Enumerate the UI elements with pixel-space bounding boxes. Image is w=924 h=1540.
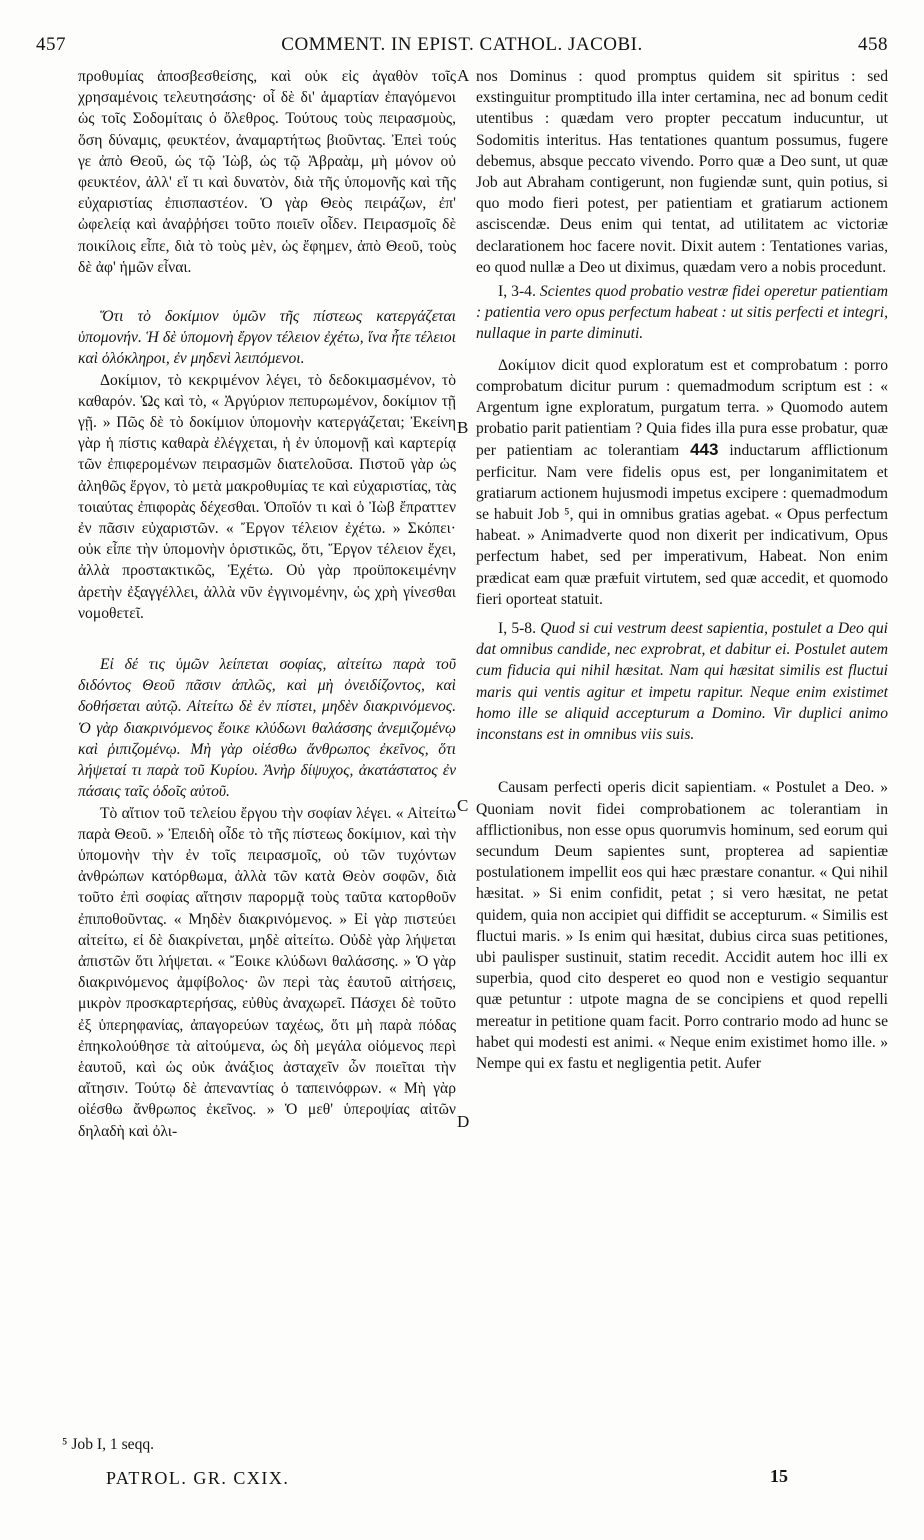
greek-lemma-1: Ὅτι τὸ δοκίμιον ὑμῶν τῆς πίστεως κατεργάζεται ὑπομονήν. Ἡ δὲ ὑπομονὴ ἔργον τέλειον ἐχέτω, ἵνα ἦτε τέλειοι καὶ ὁλόκληροι, ἐν μηδενὶ λειπόμενοι. xyxy=(78,308,456,368)
footer-volume: PATROL. GR. CXIX. xyxy=(106,1468,290,1488)
footer-signature: 15 xyxy=(770,1466,788,1486)
greek-lemma-2: Εἰ δέ τις ὑμῶν λείπεται σοφίας, αἰτείτω παρὰ τοῦ διδόντος Θεοῦ πᾶσιν ἁπλῶς, καὶ μὴ ὀνειδίζοντος, καὶ δοθήσεται αὐτῷ. Αἰτείτω δὲ ἐν πίστει, μηδὲν διακρινόμενος. Ὁ γὰρ διακρινόμενος ἔοικε κλύδωνι θαλάσσης ἀνεμιζομένῳ καὶ ῥιπιζομένῳ. Μὴ γὰρ οἰέσθω ἄνθρωπος ἐκεῖνος, ὅτι λήψεταί τι παρὰ τοῦ Κυρίου. Ἀνὴρ δίψυχος, ἀκατάστατος ἐν πάσαις ταῖς ὁδοῖς αὐτοῦ. xyxy=(78,656,456,801)
section-marker-c: C xyxy=(457,796,469,815)
running-header xyxy=(36,34,888,60)
verse-reference-1: I, 3-4. xyxy=(498,283,536,301)
greek-column xyxy=(78,66,456,1142)
greek-paragraph-2: Δοκίμιον, τὸ κεκριμένον λέγει, τὸ δεδοκιμασμένον, τὸ καθαρόν. Ὡς καὶ τὸ, « Ἀργύριον πεπυρωμένον, δοκίμιον τῇ γῇ. » Πῶς δὲ τὸ δοκίμιον ὑπομονὴν κατεργάζεται; Ἐκείνη γὰρ ἡ πίστις καθαρὰ ἐλέγχεται, ἡ ἐν ὑπομονῇ καὶ καρτερίᾳ τῶν ἐπιφερομένων πειρασμῶν διατελοῦσα. Πιστοῦ γὰρ ὡς ἀληθῶς ἔργον, τὸ μετὰ μακροθυμίας τε καὶ εὐχαριστίας, τὰς τοιαύτας ἐπιφορὰς δέχεσθαι. Ὁποῖόν τι καὶ ὁ Ἰὼβ ἔπραττεν ἐν πᾶσιν εὐχαριστῶν. « Ἔργον τέλειον ἐχέτω. » Σκόπει· οὐκ εἶπε τὴν ὑπομονὴν ὁριστικῶς, ὅτι, Ἔργον τέλειον ἔχει, ἀλλὰ προστακτικῶς, Ἐχέτω. Οὐ γὰρ προϋποκειμένην ἀρετὴν ἐξαγγέλλει, ἀλλὰ νῦν ἐγγινομένην, ὡς χρὴ γίνεσθαι νομοθετεῖ. xyxy=(78,371,456,622)
latin-lemma-1-text: Scientes quod probatio vestræ fidei operetur patientiam : patientia vero opus perfectum habeat : ut sitis perfecti et integri, nullaque in parte diminuti. xyxy=(476,283,888,343)
latin-paragraph-1: nos Dominus : quod promptus quidem sit spiritus : sed exstinguitur promptitudo illa inter certamina, nec ad bonum cedit utentibus : quædam vero propter peccatum inducuntur, ut Sodomitis interitus. Has tentationes quantum possumus, fugere debemus, absque peccato vivendo. Porro quæ a Deo sunt, ut quæ Job aut Abraham contigerunt, non fugiendæ sunt, quin potius, si quo modo fieri potest, per patientiam et gratiarum actionem asciscendæ. Deus enim qui tentat, ad utilitatem ac victoriæ declarationem hoc facere novit. Dixit autem : Tentationes varias, eo quod nullæ a Deo ut diximus, quædam vero a nobis procedunt. xyxy=(476,68,888,276)
verse-reference-2: I, 5-8. xyxy=(498,620,537,638)
latin-lemma-2 xyxy=(476,618,888,745)
latin-lemma-2-text: Quod si cui vestrum deest sapientia, postulet a Deo qui dat omnibus candide, nec exprobrat, et dabitur ei. Postulet autem cum fiducia qui nihil hæsitat. Nam qui hæsitat similis est fluctui maris qui ventis agitur et impetu rapitur. Neque enim existimet homo ille se aliquid accepturum a Domino. Vir duplici animo inconstans est in omnibus viis suis. xyxy=(476,620,888,744)
latin-paragraph-2 xyxy=(476,355,888,610)
latin-paragraph-2a: Δοκίμιον dicit quod exploratum est et comprobatum : porro comprobatum dicitur purum : quemadmodum scriptum est : « Argentum igne exploratum, purgatum terra. » Quomodo autem probatio parit patientiam ? Quia fides illa pura esse probatur, quæ per patientiam ac tolerantiam xyxy=(476,356,888,460)
running-title: COMMENT. IN EPIST. CATHOL. JACOBI. xyxy=(281,34,643,55)
greek-paragraph-1: προθυμίας ἀποσβεσθείσης, καὶ οὐκ εἰς ἀγαθὸν τοῖς χρησαμένοις τελευτησάσης· οἷ δὲ δι' ἁμαρτίαν ἐπαγόμενοι ὡς τοῖς Σοδομίταις ὁ ὄλεθρος. Τούτους τοὺς πειρασμοὺς, ὅση δύναμις, φευκτέον, ἀναμαρτήτως βιοῦντας. Ἐπεὶ τούς γε ἀπὸ Θεοῦ, ὡς τῷ Ἰὼβ, ὡς τῷ Ἀβραὰμ, μὴ μόνον οὐ φευκτέον, ἀλλ' εἴ τι καὶ δυνατὸν, διὰ τῆς ὑπομονῆς καὶ τῆς εὐχαριστίας ἐπισπαστέον. Ὁ γὰρ Θεὸς πειράζων, ἐπ' ὠφελείᾳ καὶ ἀναῤῥήσει τοῦτο ποιεῖν οἶδεν. Πειρασμοῖς δὲ ποικίλοις εἶπε, διὰ τὸ τοὺς μὲν, ὡς ἔφημεν, ἀπὸ Θεοῦ, τοὺς δὲ ἀφ' ἡμῶν εἶναι. xyxy=(78,68,456,276)
latin-column xyxy=(476,66,888,1074)
section-marker-a: A xyxy=(457,66,470,85)
latin-lemma-1 xyxy=(476,281,888,345)
page-number-left: 457 xyxy=(36,34,66,55)
section-marker-d: D xyxy=(457,1112,470,1131)
footnote: ⁵ Job I, 1 seqq. xyxy=(62,1436,155,1453)
section-marker-b: B xyxy=(457,418,469,437)
latin-paragraph-2b: inductarum afflictionum perficitur. Nam vere fidelis opus est, per longanimitatem et gratiarum actionem hujusmodi impetus excipere : quemadmodum se habuit Job ⁵, qui in omnibus gratias agebat. « Opus perfectum habeat. » Animadverte quod non dixerit per indicativum, Opus perfectum habet, sed per imperativum, Habeat. Non enim prædicat eam quæ præfuit virtutem, sed quæ accedit, et quomodo fieri oporteat statuit. xyxy=(476,442,888,608)
column-number: 443 xyxy=(690,440,719,460)
latin-paragraph-3: Causam perfecti operis dicit sapientiam. « Postulet a Deo. » Quoniam novit fidei comprobationem ac tolerantiam in afflictionibus, non esse opus quorumvis hominum, sed eorum qui secundum Deum sapientes sunt, propterea ad sapientiæ postulationem impellit eos qui hæc præstare conantur. « Qui nihil hæsitat. » Si enim confidit, petat ; si vero hæsitat, ne petat quidem, quia non accipiet qui diffidit se accepturum. « Similis est fluctui maris. » Is enim qui hæsitat, dubius circa suas petitiones, ubi paulisper sustinuit, statim recedit. Accidit autem hoc illi ex superbia, quod cito desperet eo quod non e vestigio sequantur quæ petuntur : utpote magna de se concipiens et quod repelli mereatur in petitione quam facit. Porro contrario modo ad hunc se habet qui modesti est animi. « Neque enim existimet homo ille. » Nempe qui ex fastu et negligentia petit. Aufer xyxy=(476,779,888,1072)
page-number-right: 458 xyxy=(858,34,888,55)
greek-paragraph-3: Τὸ αἴτιον τοῦ τελείου ἔργου τὴν σοφίαν λέγει. « Αἰτείτω παρὰ Θεοῦ. » Ἐπειδὴ οἶδε τὸ τῆς πίστεως δοκίμιον, καὶ τὴν ὑπομονὴν τὴν ἐν τοῖς πειρασμοῖς, οὐ τῶν τυχόντων ἀνθρώπων κατόρθωμα, ἀλλὰ τῶν κατὰ Θεὸν σοφῶν, διὰ τοῦτο ἐπὶ σοφίας αἴτησιν παρορμᾷ τοὺς ταῦτα κατορθοῦν ἐπιποθοῦντας. « Μηδὲν διακρινόμενος. » Εἰ γὰρ πιστεύει αἰτείτω, εἰ δὲ διακρίνεται, μηδὲ αἰτείτω. Οὐδὲ γὰρ λήψεται ἀπιστῶν ὅτι λήψεται. « Ἔοικε κλύδωνι θαλάσσης. » Ὁ γὰρ διακρινόμενος ἀμφίβολος· ὢν περὶ τὰς ἑαυτοῦ αἰτήσεις, μικρὸν προσκαρτερήσας, εὐθὺς ἀναχωρεῖ. Πάσχει δὲ τοῦτο ἐξ ὑπερηφανίας, ἀπαγορεύων ταχέως, ὅτι μὴ παρὰ πόδας ἐπηκολούθησε τὰ αἰτούμενα, ὡς δὴ μεγάλα οἰόμενος περὶ ἑαυτοῦ, καὶ ὡς οὐκ ἀνάξιος ἀσταχεῖν ὧν ποιεῖται τὴν αἴτησιν. Τούτῳ δὲ ἀπεναντίας ὁ ταπεινόφρων. « Μὴ γὰρ οἰέσθω ἄνθρωπος ἐκεῖνος. » Ὁ μεθ' ὑπεροψίας αἰτῶν δηλαδὴ καὶ ὀλι- xyxy=(78,804,456,1140)
